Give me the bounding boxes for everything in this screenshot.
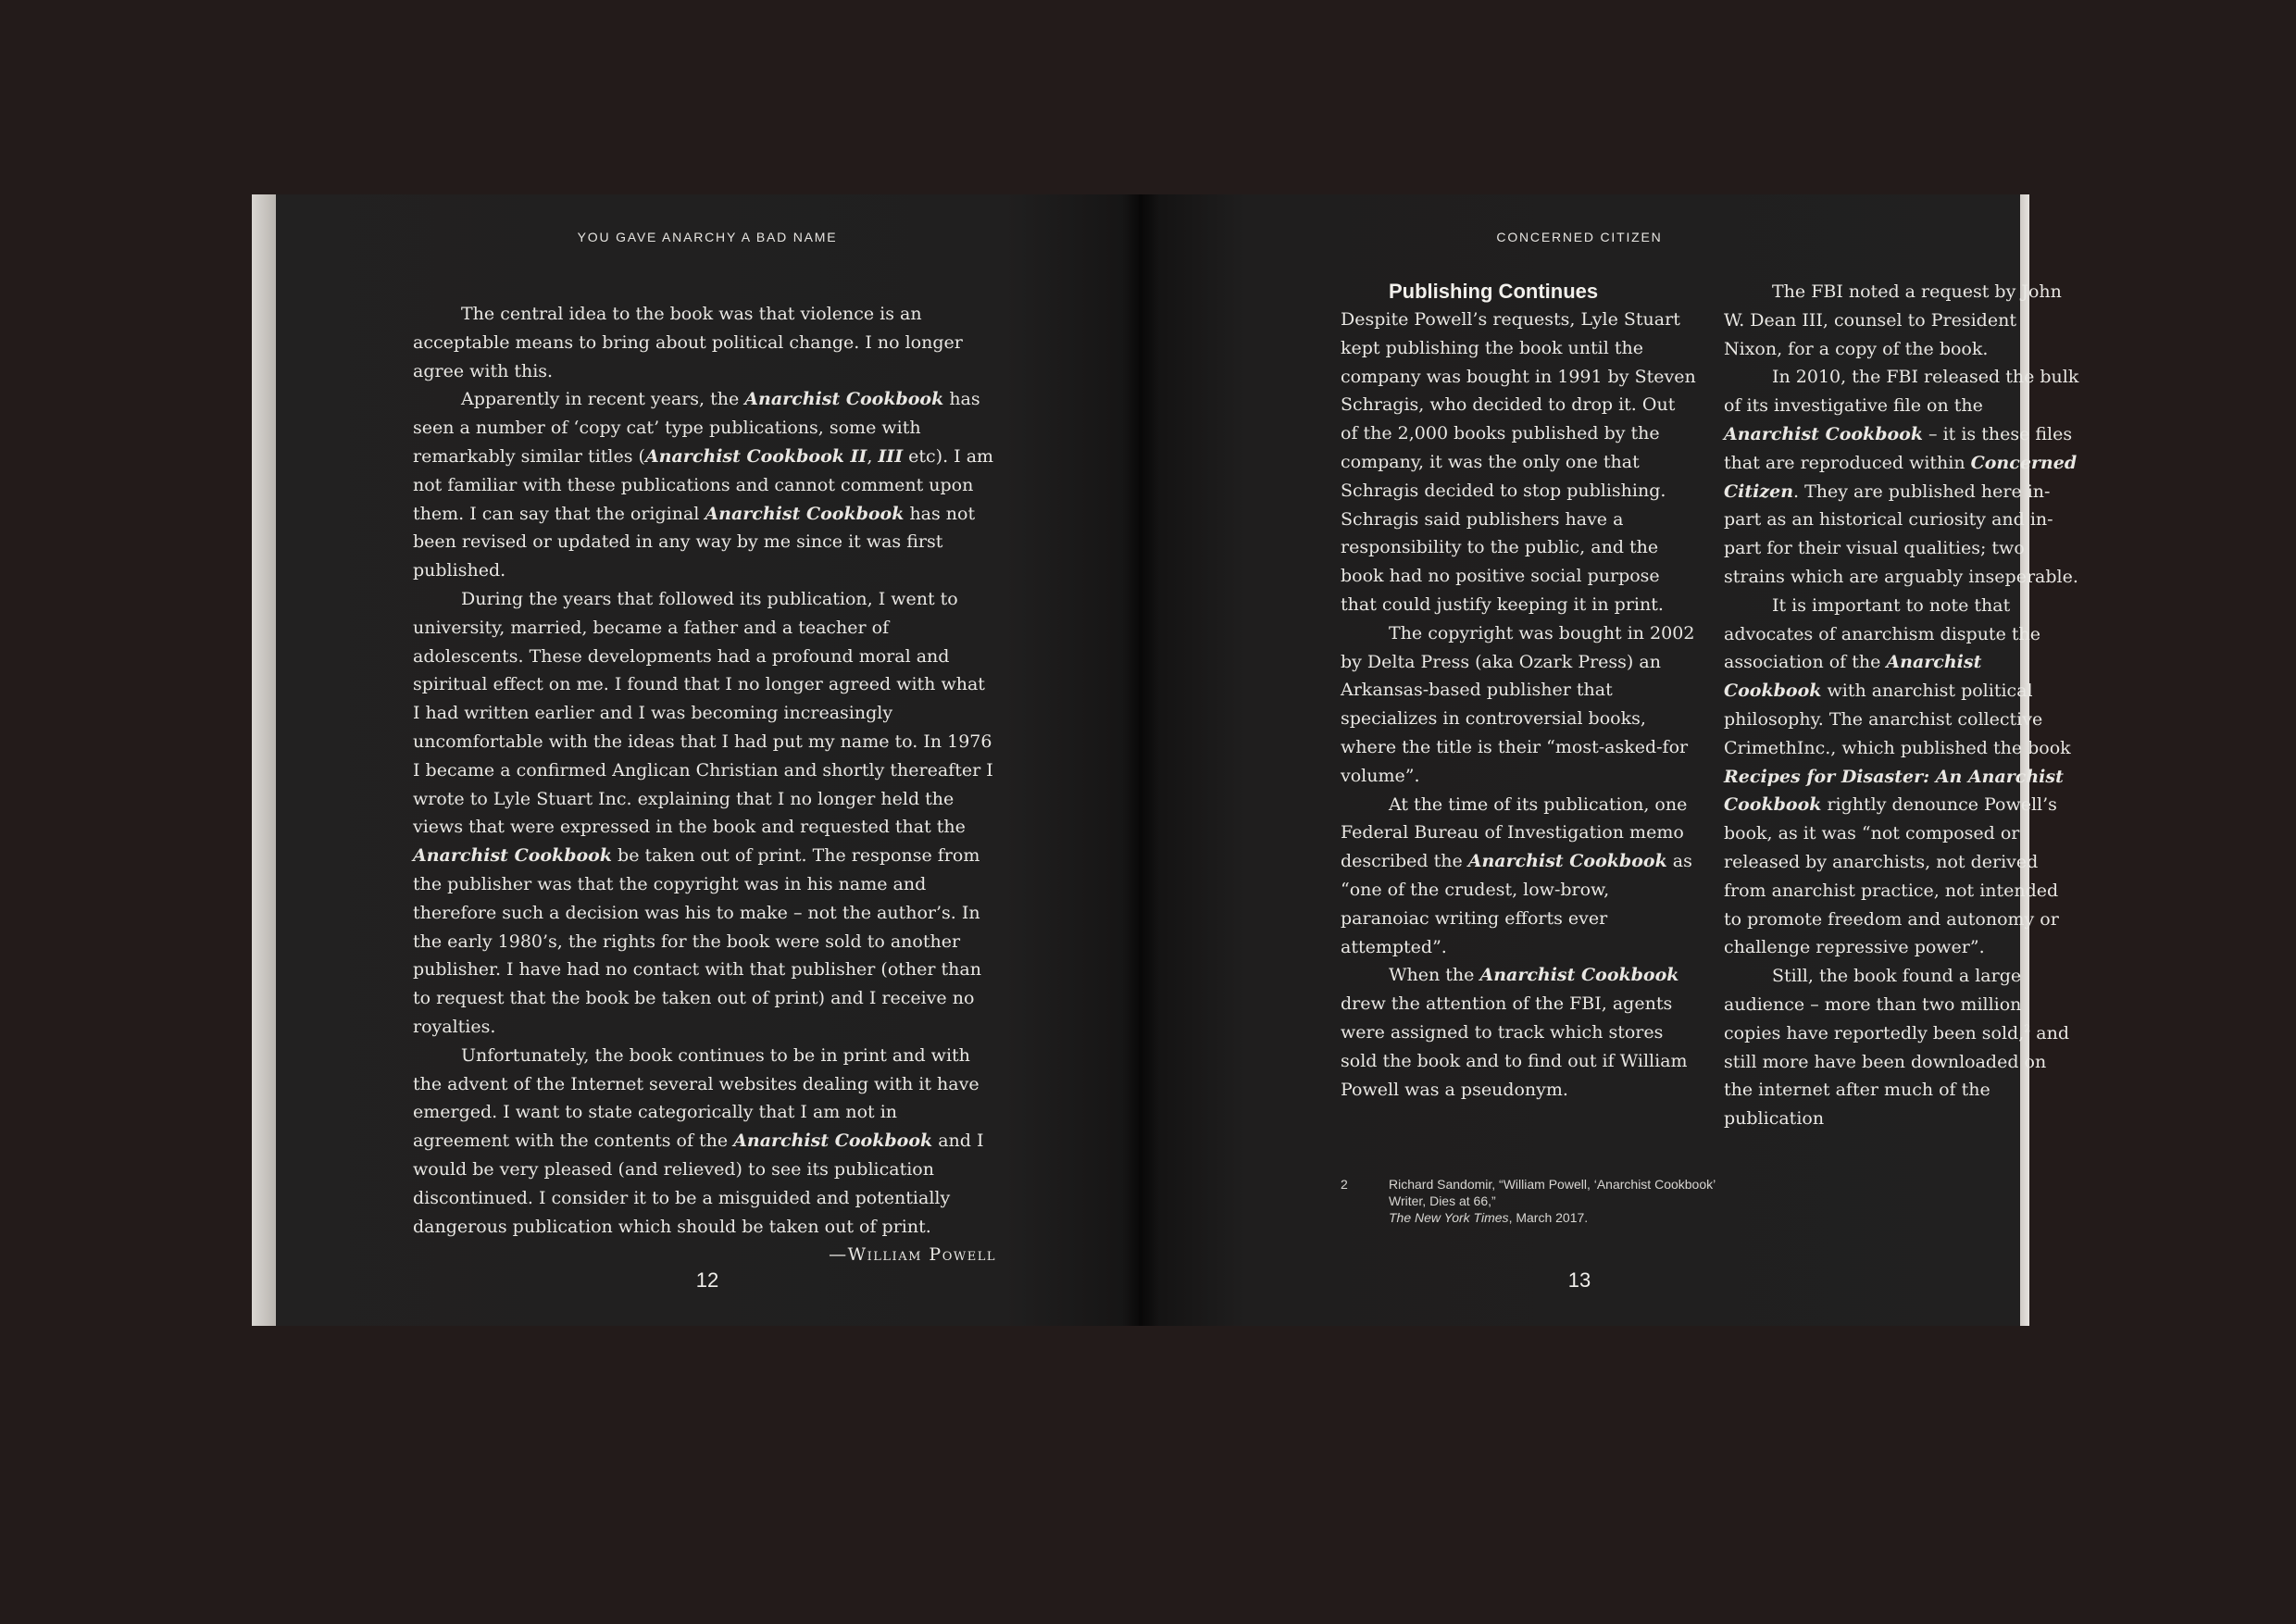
paragraph: It is important to note that advocates of anarchism dispute the association of the Anarchist Cookbook with anarchist political philosophy. The anarchist collective CrimethInc., which published the book Recipes for Disaster: An Anarchist Cookbook rightly denounce Powell’s book, as it was “not composed or released by anarchists, not derived from anarchist practice, not intended to promote freedom and autonomy or challenge repressive power”.: [1724, 594, 2071, 958]
book-title: Concerned Citizen: [1724, 452, 2078, 502]
book-title: Anarchist Cookbook: [1467, 851, 1667, 872]
paragraph: Still, the book found a large audience – more than two million copies have reportedly been sold,$^2$ and still more have been downloaded on the internet after much of the publication: [1724, 966, 2070, 1130]
paragraph: The copyright was bought in 2002 by Delta Press (aka Ozark Press) an Arkansas-based publisher that specializes in controversial books, where the title is their “most-asked-for volume”.: [1341, 622, 1695, 786]
right-page: [1139, 194, 2079, 1326]
book-title: Anarchist Cookbook: [744, 389, 944, 410]
book-title: Anarchist Cookbook: [705, 503, 905, 524]
paragraph: Apparently in recent years, the Anarchist Cookbook has seen a number of ‘copy cat’ type publications, some with remarkably similar titles (Anarchist Cookbook II, III etc). I am not familiar with these publications and cannot comment upon them. I can say that the original Anarchist Cookbook has not been revised or updated in any way by me since it was first published.: [413, 389, 994, 581]
paragraph: Despite Powell’s requests, Lyle Stuart kept publishing the book until the company was bought in 1991 by Steven Schragis, who decided to drop it. Out of the 2,000 books published by the company, it was the only one that Schragis decided to stop publishing. Schragis said publishers have a responsibility to the public, and the book had no positive social purpose that could justify keeping it in print.: [1341, 309, 1696, 615]
paragraph: The central idea to the book was that violence is an acceptable means to bring about political change. I no longer agree with this.: [413, 304, 963, 381]
paragraph: The FBI noted a request by John W. Dean III, counsel to President Nixon, for a copy of the book.: [1724, 281, 2062, 359]
paragraph: When the Anarchist Cookbook drew the attention of the FBI, agents were assigned to track which stores sold the book and to find out if William Powell was a pseudonym.: [1341, 965, 1688, 1100]
book-title: Anarchist Cookbook: [1724, 423, 1923, 444]
book-gutter: [1122, 194, 1159, 1326]
book-title: Anarchist Cookbook: [1724, 652, 1982, 702]
paragraph: In 2010, the FBI released the bulk of its investigative file on the Anarchist Cookbook – it is these files that are reproduced within Concerned Citizen. They are published here in-part as an historical curiosity and in-part for their visual qualities; two strains which are arguably inseperable.: [1724, 367, 2079, 587]
right-column-2: [1724, 278, 2079, 1133]
book-title: Anarchist Cookbook: [413, 845, 612, 867]
book-title: Anarchist Cookbook: [733, 1131, 933, 1152]
paragraph: Unfortunately, the book continues to be in print and with the advent of the Internet several websites dealing with it have emerged. I want to state categorically that I am not in agreement with the contents of the Anarchist Cookbook and I would be very pleased (and relieved) to see its publication discontinued. I consider it to be a misguided and potentially dangerous publication which should be taken out of print.: [413, 1044, 984, 1237]
running-head-left: YOU GAVE ANARCHY A BAD NAME: [577, 230, 838, 244]
left-body-text: [413, 300, 996, 1269]
book-title: III: [878, 445, 904, 467]
right-column-1: [1341, 278, 1696, 1104]
book-title: Recipes for Disaster: An Anarchist Cookbook: [1724, 766, 2064, 816]
footnote: [1341, 1176, 1729, 1226]
paragraph: At the time of its publication, one Federal Bureau of Investigation memo described the Anarchist Cookbook as “one of the crudest, low-brow, paranoiac writing efforts ever attempted”.: [1341, 793, 1692, 957]
page-number-left: 12: [695, 1268, 719, 1292]
running-head-right: CONCERNED CITIZEN: [1496, 230, 1663, 244]
left-page: [252, 194, 1139, 1326]
book-title: Anarchist Cookbook: [1479, 965, 1679, 986]
footnote-marker: 2: [2024, 1022, 2031, 1035]
section-heading: Publishing Continues: [1389, 280, 1599, 303]
publication-title: The New York Times: [1389, 1210, 1509, 1225]
page-edge-left: [252, 194, 276, 1326]
signature: —William Powell: [829, 1244, 996, 1266]
book-title: Anarchist Cookbook II: [644, 445, 867, 467]
page-number-right: 13: [1567, 1268, 1591, 1292]
footnote-number: 2: [1341, 1177, 1348, 1192]
footnote-text: Richard Sandomir, “William Powell, ‘Anarchist Cookbook’ Writer, Dies at 66,” The New York Times, March 2017.: [1389, 1177, 1716, 1225]
paragraph: During the years that followed its publication, I went to university, married, became a father and a teacher of adolescents. These developments had a profound moral and spiritual effect on me. I found that I no longer agreed with what I had written earlier and I was becoming increasingly uncomfortable with the ideas that I had put my name to. In 1976 I became a confirmed Anglican Christian and shortly thereafter I wrote to Lyle Stuart Inc. explaining that I no longer held the views that were expressed in the book and requested that the Anarchist Cookbook be taken out of print. The response from the publisher was that the copyright was in his name and therefore such a decision was his to make – not the author’s. In the early 1980’s, the rights for the book were sold to another publisher. I have had no contact with that publisher (other than to request that the book be taken out of print) and I receive no royalties.: [413, 588, 993, 1037]
book-spread: [252, 194, 2079, 1326]
